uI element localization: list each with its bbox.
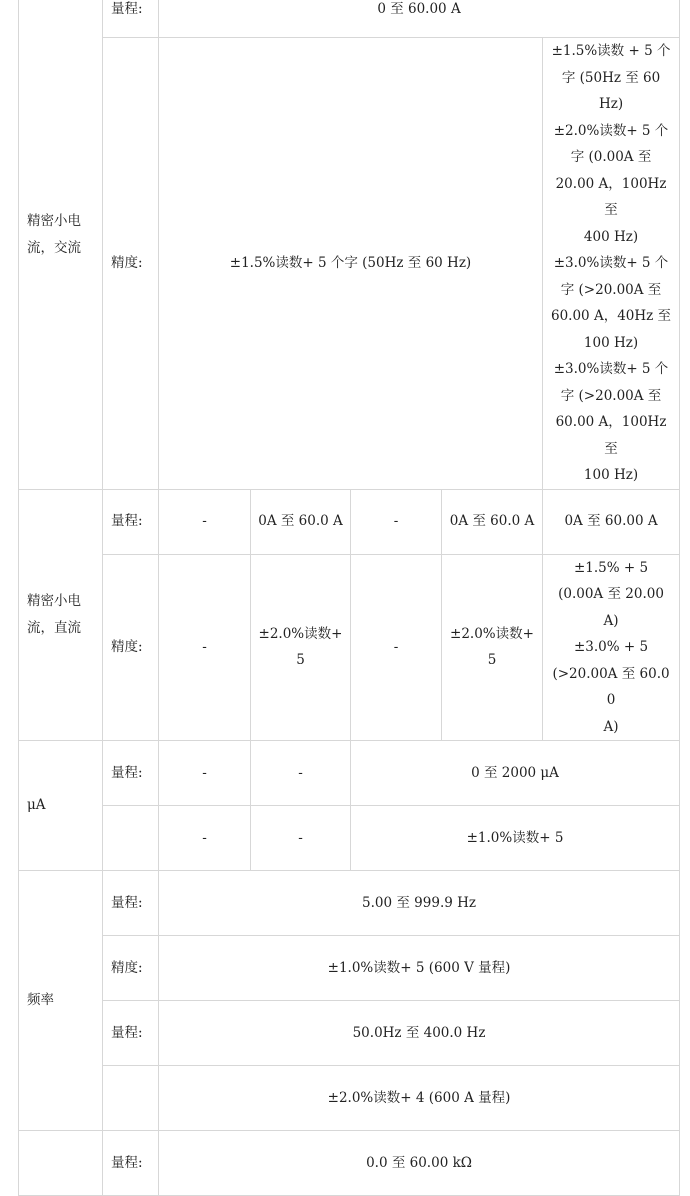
spec-sheet [18,0,679,1196]
accuracy-line: Hz) [598,96,624,112]
accuracy-line: 100 Hz) [583,334,639,351]
range-value: 50.0Hz 至 400.0 Hz [159,1001,680,1066]
accuracy-line: (>20.00A 至 60.00 [552,665,670,708]
range-label: 量程: [103,741,159,806]
accuracy-line: ±1.5% + 5 [573,559,649,576]
table-row [19,1001,680,1066]
range-value: 0 至 60.00 A [159,0,680,38]
accuracy-line: 字 (>20.00A 至 [560,387,662,404]
table-row [19,554,680,741]
table-row [19,0,680,38]
accuracy-label-empty [103,806,159,871]
accuracy-label: 精度: [103,38,159,490]
accuracy-line: 60.00 A，100Hz 至 [555,414,667,457]
table-row [19,1066,680,1131]
accuracy-value: ±1.0%读数+ 5 (600 V 量程) [159,936,680,1001]
accuracy-line: 字 (>20.00A 至 [560,281,662,298]
accuracy-value: - [251,806,351,871]
accuracy-line: 字 (0.00A 至 [570,149,652,165]
accuracy-line: 400 Hz) [583,228,639,245]
category-micro-amp: μA [19,741,103,871]
accuracy-value-detailed [543,38,680,490]
accuracy-label: 精度: [103,554,159,741]
range-value: 0 至 2000 μA [351,741,680,806]
table-row [19,489,680,554]
category-resistance [19,1131,103,1196]
table-row [19,741,680,806]
accuracy-value: ±1.5%读数+ 5 个字 (50Hz 至 60 Hz) [159,38,543,490]
accuracy-line: 60.00 A，40Hz 至 [551,308,672,324]
accuracy-line: ±1.5%读数 + 5 个 [551,43,671,59]
accuracy-line: ±3.0%读数+ 5 个 [553,255,669,271]
accuracy-line: ±3.0%读数+ 5 个 [553,361,669,377]
category-dc-small-current: 精密小电流，直流 [19,489,103,741]
range-label: 量程: [103,871,159,936]
table-row [19,38,680,490]
accuracy-line: A) [603,718,619,735]
range-value: - [159,741,251,806]
accuracy-line: A) [603,612,619,629]
accuracy-line: 20.00 A，100Hz 至 [555,175,667,218]
accuracy-value: - [159,806,251,871]
accuracy-line: 字 (50Hz 至 60 [561,69,661,86]
accuracy-value: ±1.0%读数+ 5 [351,806,680,871]
range-value: - [351,489,442,554]
accuracy-value: ±2.0%读数+ 5 [442,554,543,741]
accuracy-value: ±2.0%读数+ 5 [251,554,351,741]
range-value: 0A 至 60.0 A [251,489,351,554]
range-value: - [251,741,351,806]
category-frequency: 频率 [19,871,103,1131]
range-value: - [159,489,251,554]
range-label: 量程: [103,1001,159,1066]
accuracy-line: ±3.0% + 5 [573,639,649,655]
table-row [19,806,680,871]
range-value: 0.0 至 60.00 kΩ [159,1131,680,1196]
range-value: 5.00 至 999.9 Hz [159,871,680,936]
accuracy-value: - [159,554,251,741]
accuracy-value: ±2.0%读数+ 4 (600 A 量程) [159,1066,680,1131]
range-label: 量程: [103,0,159,38]
accuracy-line: 100 Hz) [583,467,639,483]
accuracy-label: 精度: [103,936,159,1001]
accuracy-line: (0.00A 至 20.00 [558,586,664,602]
range-value: 0A 至 60.00 A [543,489,680,554]
category-ac-small-current: 精密小电流，交流 [19,0,103,489]
range-label: 量程: [103,1131,159,1196]
range-value: 0A 至 60.0 A [442,489,543,554]
specification-table [18,0,680,1196]
table-row [19,1131,680,1196]
accuracy-line: ±2.0%读数+ 5 个 [553,122,669,139]
accuracy-label-empty [103,1066,159,1131]
range-label: 量程: [103,489,159,554]
table-row [19,936,680,1001]
accuracy-value: - [351,554,442,741]
accuracy-value-detailed [543,554,680,741]
table-row [19,871,680,936]
